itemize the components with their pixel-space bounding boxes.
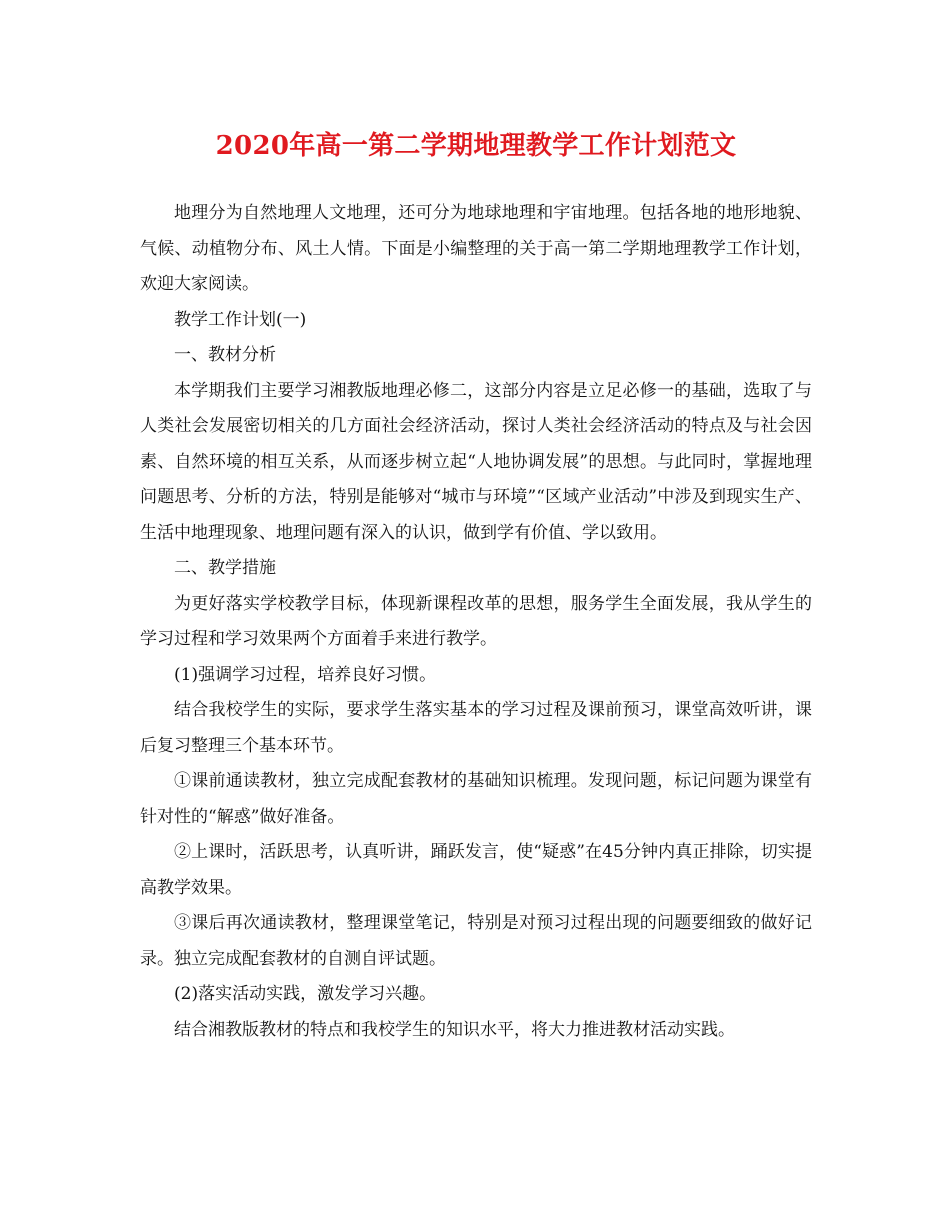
subheading-learning-process: (1)强调学习过程，培养良好习惯。 bbox=[174, 664, 437, 685]
document-title: 2020年高一第二学期地理教学工作计划范文 bbox=[215, 131, 737, 161]
section-heading-textbook-analysis: 一、教材分析 bbox=[174, 345, 276, 365]
paragraph-teaching-measures: 为更好落实学校教学目标，体现新课程改革的思想，服务学生全面发展，我从学生的学习过程和学习效果两个方面着手来进行教学。 bbox=[140, 593, 812, 649]
paragraph-intro: 地理分为自然地理人文地理，还可分为地球地理和宇宙地理。包括各地的地形地貌、气候、动植物分布、风土人情。下面是小编整理的关于高一第二学期地理教学工作计划，欢迎大家阅读。 bbox=[140, 203, 812, 294]
subheading-activity-practice: (2)落实活动实践，激发学习兴趣。 bbox=[174, 984, 437, 1004]
list-item-in-class: ②上课时，活跃思考，认真听讲，踊跃发言，使“疑惑”在45分钟内真正排除，切实提高教学效果。 bbox=[140, 842, 812, 898]
document-body bbox=[140, 196, 812, 1048]
paragraph-textbook-analysis: 本学期我们主要学习湘教版地理必修二，这部分内容是立足必修一的基础，选取了与人类社会发展密切相关的几方面社会经济活动，探讨人类社会经济活动的特点及与社会因素、自然环境的相互关系，从而逐步树立起“人地协调发展”的思想。与此同时，掌握地理问题思考、分析的方法，特别是能够对“城市与环境”“区域产业活动”中涉及到现实生产、生活中地理现象、地理问题有深入的认识，做到学有价值、学以致用。 bbox=[140, 380, 812, 543]
list-item-after-class: ③课后再次通读教材，整理课堂笔记，特别是对预习过程出现的问题要细致的做好记录。独立完成配套教材的自测自评试题。 bbox=[140, 913, 812, 969]
paragraph-activity-practice: 结合湘教版教材的特点和我校学生的知识水平，将大力推进教材活动实践。 bbox=[174, 1019, 735, 1040]
paragraph-learning-process: 结合我校学生的实际，要求学生落实基本的学习过程及课前预习，课堂高效听讲，课后复习整理三个基本环节。 bbox=[140, 700, 812, 756]
document-page bbox=[140, 126, 812, 1048]
section-heading-plan-one: 教学工作计划(一) bbox=[174, 309, 307, 330]
section-heading-teaching-measures: 二、教学措施 bbox=[174, 558, 276, 578]
list-item-pre-class: ①课前通读教材，独立完成配套教材的基础知识梳理。发现问题，标记问题为课堂有针对性的“解惑”做好准备。 bbox=[140, 771, 812, 827]
